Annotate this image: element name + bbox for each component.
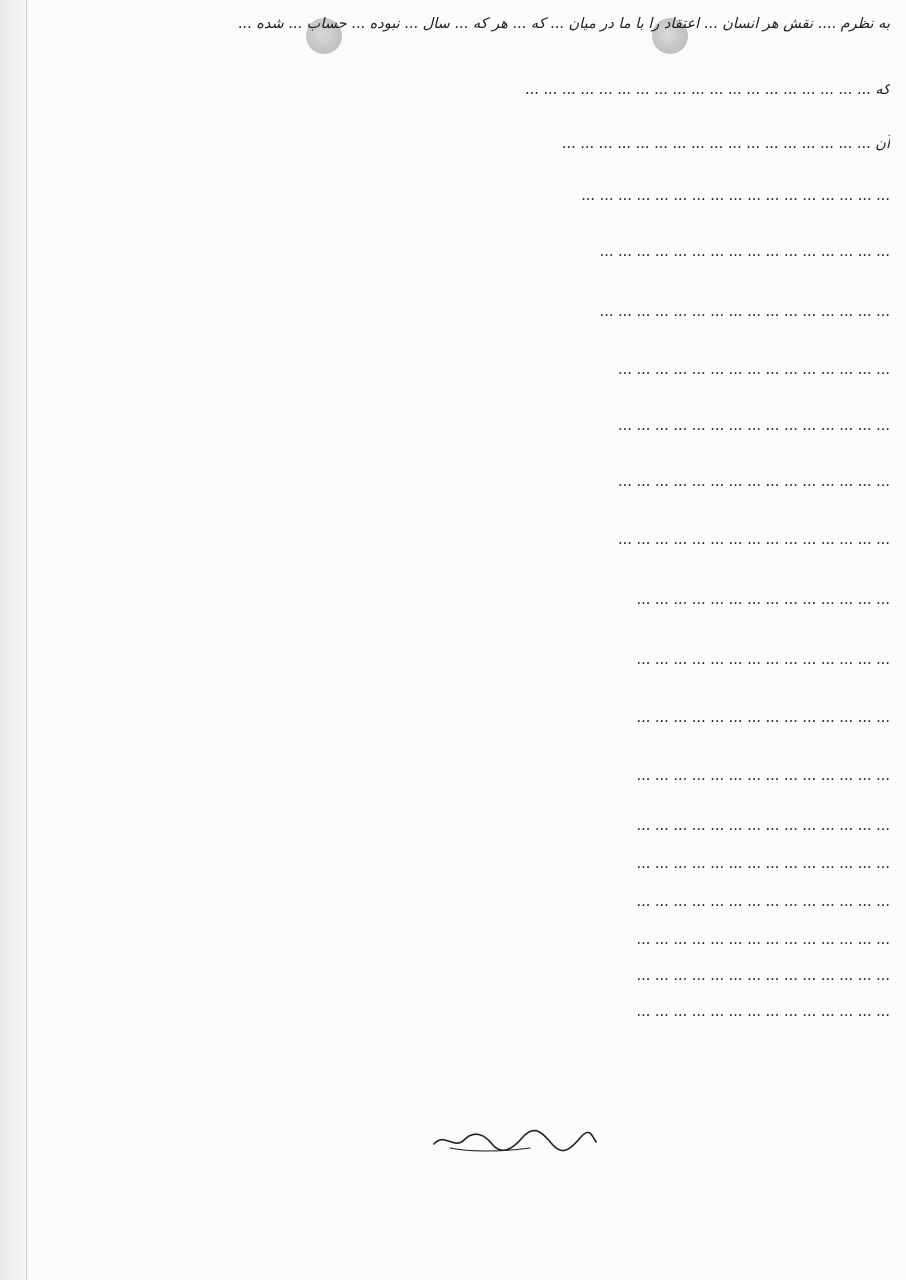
text-line-12: ... ... ... ... ... ... ... ... ... ... ... ... ... ... [636,652,890,668]
text-line-3: آن ... ... ... ... ... ... ... ... ... ... ... ... ... ... ... ... ... [561,136,890,152]
text-line-5: ... ... ... ... ... ... ... ... ... ... ... ... ... ... ... ... [599,244,890,260]
page-edge [26,0,27,1280]
text-line-17: ... ... ... ... ... ... ... ... ... ... ... ... ... ... [636,894,890,910]
text-line-19: ... ... ... ... ... ... ... ... ... ... ... ... ... ... [636,968,890,984]
page-margin-shadow [0,0,28,1280]
text-line-4: ... ... ... ... ... ... ... ... ... ... ... ... ... ... ... ... ... [581,188,890,204]
text-line-13: ... ... ... ... ... ... ... ... ... ... ... ... ... ... [636,710,890,726]
text-line-2: که ... ... ... ... ... ... ... ... ... ... ... ... ... ... ... ... ... ... ... [525,82,890,98]
text-line-7: ... ... ... ... ... ... ... ... ... ... ... ... ... ... ... [618,362,890,378]
text-line-10: ... ... ... ... ... ... ... ... ... ... ... ... ... ... ... [618,532,890,548]
text-line-18: ... ... ... ... ... ... ... ... ... ... ... ... ... ... [636,932,890,948]
text-line-15: ... ... ... ... ... ... ... ... ... ... ... ... ... ... [636,818,890,834]
text-line-6: ... ... ... ... ... ... ... ... ... ... ... ... ... ... ... ... [599,304,890,320]
signature-scribble [430,1126,600,1156]
text-line-11: ... ... ... ... ... ... ... ... ... ... ... ... ... ... [636,592,890,608]
handwritten-signature [430,1126,600,1156]
text-line-9: ... ... ... ... ... ... ... ... ... ... ... ... ... ... ... [618,474,890,490]
text-line-20: ... ... ... ... ... ... ... ... ... ... ... ... ... ... [636,1004,890,1020]
handwritten-body [120,14,890,1022]
text-line-16: ... ... ... ... ... ... ... ... ... ... ... ... ... ... [636,856,890,872]
text-line-14: ... ... ... ... ... ... ... ... ... ... ... ... ... ... [636,768,890,784]
text-line-8: ... ... ... ... ... ... ... ... ... ... ... ... ... ... ... [618,418,890,434]
text-line-1: به نظرم .... نقش هر انسان ... اعتقاد را با ما در میان ... که ... هر که ... سال ... نبوده ... حساب ... شده ... [237,16,890,32]
